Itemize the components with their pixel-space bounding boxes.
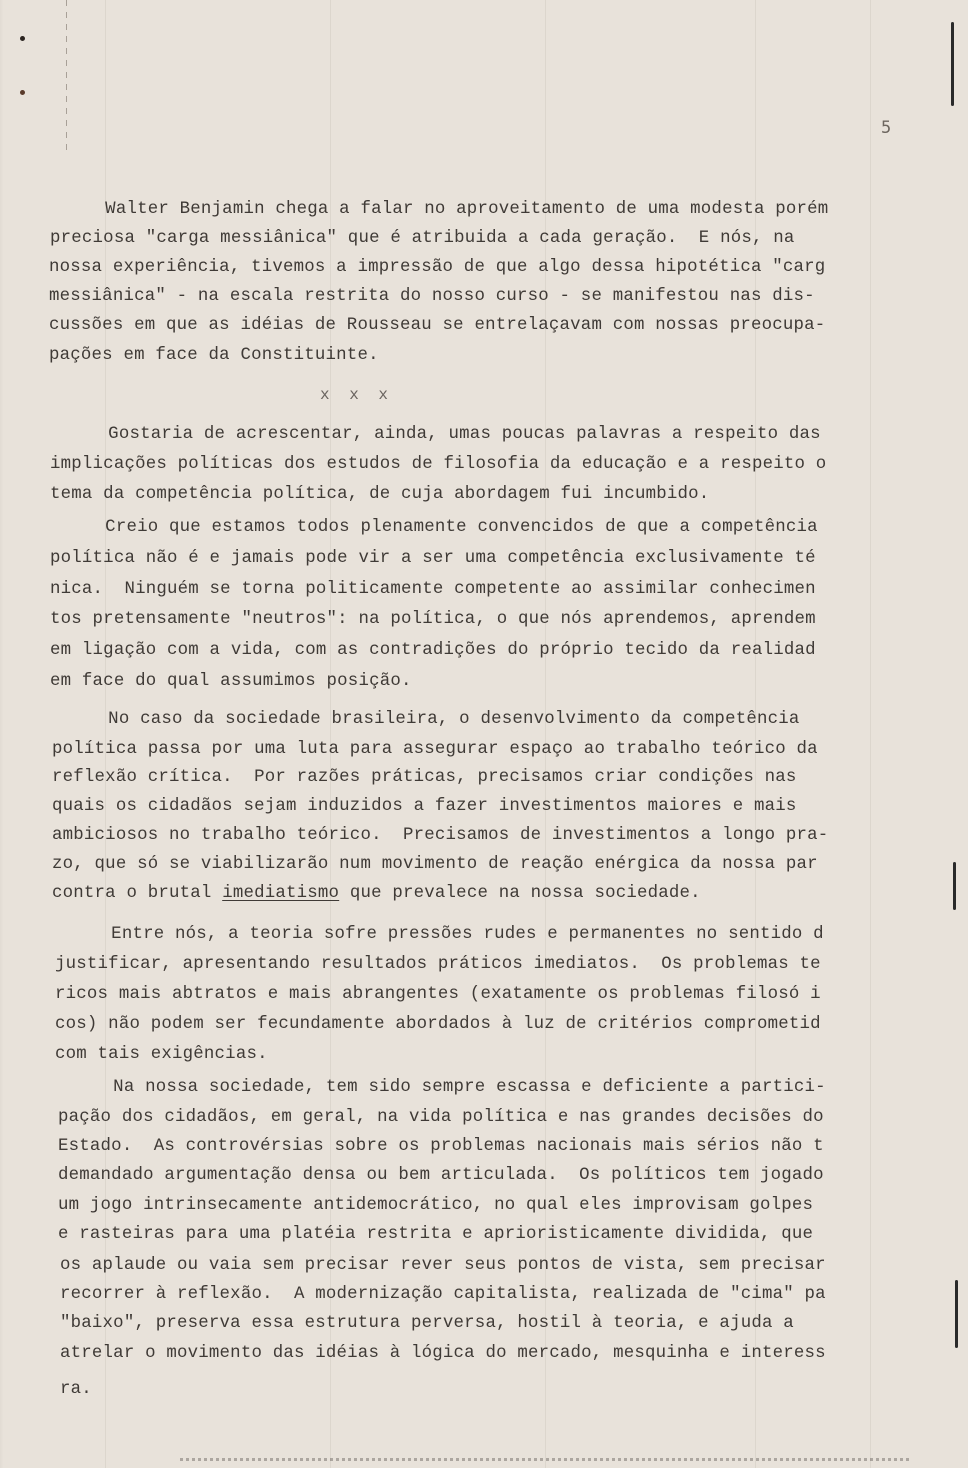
text-line: messiânica" - na escala restrita do nosso curso - se manifestou nas dis-	[49, 287, 815, 306]
scan-streak	[180, 1458, 910, 1461]
text-line: Na nossa sociedade, tem sido sempre escassa e deficiente a partici-	[60, 1078, 826, 1097]
text-line: preciosa "carga messiânica" que é atribuida a cada geração. E nós, na	[50, 229, 795, 248]
text-line: cussões em que as idéias de Rousseau se entrelaçavam com nossas preocupa-	[49, 316, 826, 335]
text-line: zo, que só se viabilizarão num movimento de reação enérgica da nossa par	[52, 855, 818, 874]
text-line: No caso da sociedade brasileira, o desenvolvimento da competência	[55, 710, 800, 729]
text-line: nica. Ninguém se torna politicamente competente ao assimilar conhecimen	[50, 580, 816, 599]
text-line: "baixo", preserva essa estrutura perversa, hostil à teoria, e ajuda a	[60, 1314, 794, 1333]
text-line: política não é e jamais pode vir a ser uma competência exclusivamente té	[50, 549, 816, 568]
punch-hole-mark	[20, 36, 25, 41]
text-line: pação dos cidadãos, em geral, na vida política e nas grandes decisões do	[58, 1108, 824, 1127]
edge-mark	[953, 862, 956, 910]
paper-line	[755, 0, 756, 1468]
paper-line	[330, 0, 331, 1468]
section-separator: x x x	[320, 386, 389, 404]
text-line: um jogo intrinsecamente antidemocrático, no qual eles improvisam golpes	[58, 1196, 814, 1215]
text-line: política passa por uma luta para assegurar espaço ao trabalho teórico da	[52, 740, 818, 759]
margin-line	[66, 0, 67, 150]
text-line: demandado argumentação densa ou bem articulada. Os políticos tem jogado	[58, 1166, 824, 1185]
text-line: tema da competência política, de cuja abordagem fui incumbido.	[50, 485, 710, 504]
text-line: Estado. As controvérsias sobre os problemas nacionais mais sérios não t	[58, 1137, 824, 1156]
underlined-word: imediatismo	[222, 884, 340, 903]
text-line: quais os cidadãos sejam induzidos a fazer investimentos maiores e mais	[52, 797, 797, 816]
page-number: 5	[881, 118, 892, 138]
text-line: e rasteiras para uma platéia restrita e aprioristicamente dividida, que	[58, 1225, 814, 1244]
text-line	[52, 884, 701, 904]
text-line: implicações políticas dos estudos de filosofia da educação e a respeito o	[50, 455, 827, 474]
text-line: ricos mais abtratos e mais abrangentes (exatamente os problemas filosó i	[55, 985, 821, 1004]
text-line: em ligação com a vida, com as contradições do próprio tecido da realidad	[50, 641, 816, 660]
text-line: Walter Benjamin chega a falar no aproveitamento de uma modesta porém	[52, 200, 829, 219]
paper-line	[545, 0, 546, 1468]
text-line: com tais exigências.	[55, 1045, 268, 1064]
text-line: em face do qual assumimos posição.	[50, 672, 412, 691]
punch-hole-mark	[20, 90, 25, 95]
text-line: recorrer à reflexão. A modernização capitalista, realizada de "cima" pa	[60, 1285, 826, 1304]
paper-line	[105, 0, 106, 1468]
edge-mark	[951, 22, 954, 106]
text-line: reflexão crítica. Por razões práticas, precisamos criar condições nas	[52, 768, 797, 787]
text-line: Gostaria de acrescentar, ainda, umas poucas palavras a respeito das	[55, 425, 821, 444]
text-line: pações em face da Constituinte.	[49, 346, 379, 365]
text-line: os aplaude ou vaia sem precisar rever seus pontos de vista, sem precisar	[60, 1256, 826, 1275]
text-line: tos pretensamente "neutros": na política, o que nós aprendemos, aprendem	[50, 610, 816, 629]
text-line: nossa experiência, tivemos a impressão de que algo dessa hipotética "carg	[49, 258, 826, 277]
text-line: ambiciosos no trabalho teórico. Precisamos de investimentos a longo pra-	[52, 826, 829, 845]
text-run: que prevalece na nossa sociedade.	[339, 884, 701, 903]
paper-line	[870, 0, 871, 1468]
text-line: Entre nós, a teoria sofre pressões rudes e permanentes no sentido d	[58, 925, 824, 944]
edge-mark	[955, 1280, 958, 1348]
text-line: justificar, apresentando resultados práticos imediatos. Os problemas te	[55, 955, 821, 974]
text-line: ra.	[60, 1380, 92, 1399]
text-run: contra o brutal	[52, 884, 223, 903]
text-line: cos) não podem ser fecundamente abordados à luz de critérios comprometid	[55, 1015, 821, 1034]
text-line: Creio que estamos todos plenamente convencidos de que a competência	[52, 518, 818, 537]
text-line: atrelar o movimento das idéias à lógica do mercado, mesquinha e interess	[60, 1344, 826, 1363]
